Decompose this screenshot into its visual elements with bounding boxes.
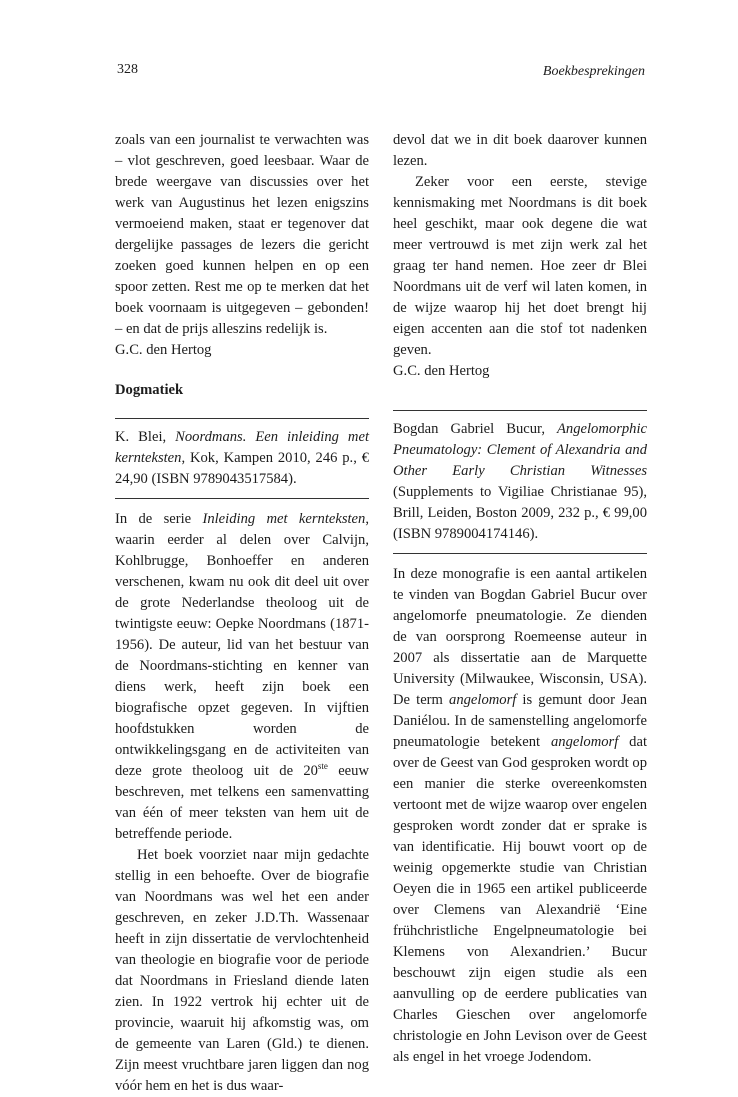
text-run: , waarin eerder al delen over Calvijn, Kohlbrugge, Bonhoeffer en anderen verschenen, kwam nu ook dit deel uit over de grote Nederlandse theoloog uit de twintigste eeuw: Oepke Noordmans (1871-1956). De auteur, lid van het bestuur van de Noordmans-stichting en kenner van diens werk, heeft zijn boek een biografische opzet gegeven. In vijftien hoofdstukken worden de ontwikkelingsgang en de activiteiten van deze grote theoloog uit de 20: [115, 511, 369, 779]
review-signature: G.C. den Hertog: [115, 342, 212, 358]
text-run: dat over de Geest van God gesproken wordt op een manier die sterke overeenkomsten vertoont met de wijze waarop over engelen gesproken wordt zonder dat er sprake is van identificatie. Hij bouwt voort op de weinig opgemerkte studie van Christian Oeyen die in 1965 een artikel publiceerde over Clemens van Alexandrië ‘Eine frühchristliche Engelpneumatologie bei Klemens von Alexandrien.’ Bucur beschouwt zijn eigen studie als een aanvulling op de eerdere publicaties van Charles Gieschen over angelomorfe christologie en John Levison over de Geest als engel in het vroege Jodendom.: [393, 734, 647, 1065]
text-run: In de serie: [115, 511, 203, 527]
review-paragraph: Het boek voorziet naar mijn gedachte stellig in een behoefte. Over de biografie van Noordmans was wel het een ander geschreven, en zeker J.D.Th. Wassenaar heeft in zijn dissertatie de vervlochtenheid van theologie en biografie voor de periode dat Noordmans in Friesland diende laten zien. In 1922 vertrok hij echter uit de provincie, waaruit hij afkomstig was, om de gemeente van Laren (Gld.) te dienen. Zijn meest vruchtbare jaren liggen dan nog vóór hem en het is dus waar-: [115, 847, 369, 1094]
text-run: is gemunt door Jean Daniélou. In de samenstelling angelomorfe pneumatologie betekent: [393, 692, 647, 750]
continued-paragraph: zoals van een journalist te verwachten was – vlot geschreven, goed leesbaar. Waar de brede weergave van discussies over het werk van Augustinus het lezen enigszins vermoeiend maken, staat er tegenover dat dergelijke passages de lezers die gericht zoeken goed kunnen helpen en op een spoor zetten. Rest me op te merken dat het boek voornaam is uitgegeven – gebonden! – en dat de prijs alleszins redelijk is.: [115, 132, 369, 337]
rule-bottom: [393, 553, 647, 554]
citation-title: Angelomorphic Pneumatology: Clement of Alexandria and Other Early Christian Witnesses: [393, 421, 647, 479]
section-heading: Dogmatiek: [115, 382, 184, 398]
page-number: 328: [117, 62, 138, 77]
series-title: Inleiding met kernteksten: [202, 511, 366, 527]
superscript: ste: [317, 761, 328, 771]
citation-author: Bogdan Gabriel Bucur,: [393, 421, 558, 437]
citation-author: K. Blei,: [115, 429, 176, 445]
rule-top: [115, 418, 369, 419]
continued-paragraph: devol dat we in dit boek daarover kunnen lezen.: [393, 132, 647, 169]
left-column: [115, 130, 369, 1097]
citation-details: , Kok, Kampen 2010, 246 p., € 24,90 (ISBN 9789043517584).: [115, 450, 369, 487]
book-citation: [393, 419, 647, 545]
review-signature: G.C. den Hertog: [393, 363, 490, 379]
text-run: In deze monografie is een aantal artikelen te vinden van Bogdan Gabriel Bucur over angelomorfe pneumatologie. Ze dienden de van oorsprong Roemeense auteur in 2007 als dissertatie aan de Marquette University (Milwaukee, Wisconsin, USA). De term: [393, 566, 647, 708]
term: angelomorf: [550, 734, 619, 750]
review-paragraph: [393, 564, 647, 1068]
rule-bottom: [115, 498, 369, 499]
right-column: [393, 130, 647, 1068]
review-paragraph: [115, 509, 369, 845]
rule-top: [393, 410, 647, 411]
citation-title: Noordmans. Een inleiding met kernteksten: [115, 429, 369, 466]
running-head: Boekbesprekingen: [542, 64, 645, 79]
text-run: eeuw beschreven, met telkens een samenvatting van één of meer teksten van hem uit de betreffende periode.: [115, 763, 369, 842]
term: angelomorf: [449, 692, 517, 708]
review-paragraph: Zeker voor een eerste, stevige kennismaking met Noordmans is dit boek heel geschikt, maar ook degene die wat meer vertrouwd is met zijn werk zal het graag ter hand nemen. Hoe zeer dr Blei Noordmans uit de verf wil laten komen, in de wijze waarop hij het doet brengt hij eigen accenten aan die stof tot nadenken geven.: [393, 174, 647, 358]
citation-details: (Supplements to Vigiliae Christianae 95), Brill, Leiden, Boston 2009, 232 p., € 99,00 (ISBN 9789004174146).: [393, 484, 647, 542]
book-citation: [115, 427, 369, 490]
